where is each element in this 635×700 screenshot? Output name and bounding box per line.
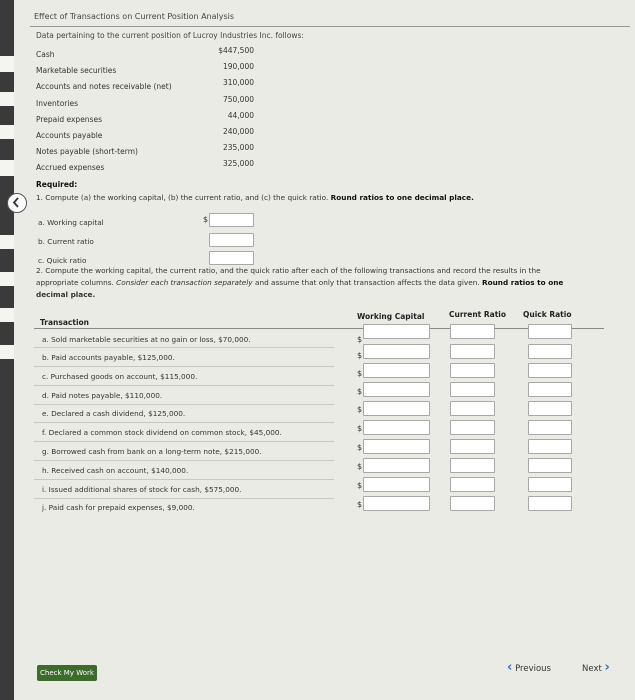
working-capital-input[interactable] bbox=[363, 344, 430, 359]
quick-ratio-input[interactable] bbox=[528, 363, 572, 378]
required-2-suffix: and assume that only that transaction affects the data given. bbox=[254, 278, 480, 287]
dollar-sign: $ bbox=[357, 387, 363, 396]
edge-bar bbox=[0, 56, 14, 72]
quick-ratio-input[interactable] bbox=[209, 251, 254, 265]
dollar-sign: $ bbox=[357, 443, 363, 452]
row-divider bbox=[34, 460, 334, 461]
current-ratio-input[interactable] bbox=[450, 401, 495, 416]
working-capital-input[interactable] bbox=[363, 324, 430, 339]
previous-label: Previous bbox=[515, 664, 551, 674]
dollar-sign: $ bbox=[357, 481, 363, 490]
current-ratio-label: b. Current ratio bbox=[38, 237, 94, 246]
row-divider bbox=[34, 385, 334, 386]
transaction-label: h. Received cash on account, $140,000. bbox=[42, 466, 189, 475]
account-value: $447,500 bbox=[218, 46, 254, 55]
account-label: Accounts and notes receivable (net) bbox=[36, 82, 172, 91]
required-2-italic: Consider each transaction separately bbox=[116, 278, 253, 287]
transaction-label: b. Paid accounts payable, $125,000. bbox=[42, 353, 175, 362]
current-ratio-input[interactable] bbox=[209, 233, 254, 247]
account-label: Accrued expenses bbox=[36, 163, 105, 172]
working-capital-input[interactable] bbox=[363, 458, 430, 473]
next-button[interactable] bbox=[582, 660, 610, 675]
current-ratio-input[interactable] bbox=[450, 477, 495, 492]
edge-bar bbox=[0, 125, 14, 139]
account-value: 750,000 bbox=[222, 95, 254, 104]
dollar-sign: $ bbox=[203, 215, 209, 224]
row-divider bbox=[34, 404, 334, 405]
working-capital-label: a. Working capital bbox=[38, 218, 104, 227]
dollar-sign: $ bbox=[357, 462, 363, 471]
quick-ratio-label: c. Quick ratio bbox=[38, 256, 87, 265]
question-page bbox=[14, 0, 635, 700]
header-quick-ratio: Quick Ratio bbox=[523, 310, 572, 319]
current-ratio-input[interactable] bbox=[450, 324, 495, 339]
required-2-prefix: appropriate columns. bbox=[36, 278, 114, 287]
header-divider bbox=[34, 328, 604, 329]
working-capital-input[interactable] bbox=[363, 439, 430, 454]
back-button[interactable] bbox=[7, 193, 27, 213]
transaction-label: f. Declared a common stock dividend on common stock, $45,000. bbox=[42, 428, 282, 437]
account-value: 190,000 bbox=[222, 62, 254, 71]
row-divider bbox=[34, 498, 334, 499]
check-my-work-button[interactable]: Check My Work bbox=[37, 665, 97, 681]
header-working-capital: Working Capital bbox=[357, 312, 425, 321]
working-capital-input[interactable] bbox=[363, 363, 430, 378]
required-2-line1: 2. Compute the working capital, the current ratio, and the quick ratio after each of the following transactions and record the results in the bbox=[36, 266, 541, 275]
row-divider bbox=[34, 366, 334, 367]
quick-ratio-input[interactable] bbox=[528, 344, 572, 359]
dollar-sign: $ bbox=[357, 369, 363, 378]
intro-text: Data pertaining to the current position of Lucroy Industries Inc. follows: bbox=[36, 31, 304, 40]
current-ratio-input[interactable] bbox=[450, 363, 495, 378]
account-value: 325,000 bbox=[222, 159, 254, 168]
required-2-line2 bbox=[36, 278, 563, 287]
page-title: Effect of Transactions on Current Position Analysis bbox=[34, 12, 235, 21]
current-ratio-input[interactable] bbox=[450, 439, 495, 454]
account-label: Inventories bbox=[36, 99, 78, 108]
title-divider bbox=[30, 26, 630, 27]
account-value: 310,000 bbox=[222, 78, 254, 87]
edge-bar bbox=[0, 92, 14, 106]
quick-ratio-input[interactable] bbox=[528, 382, 572, 397]
required-heading: Required: bbox=[36, 180, 78, 189]
account-label: Marketable securities bbox=[36, 66, 117, 75]
chevron-left-icon: ‹ bbox=[507, 660, 513, 675]
edge-bar bbox=[0, 160, 14, 176]
transaction-label: e. Declared a cash dividend, $125,000. bbox=[42, 409, 186, 418]
row-divider bbox=[34, 347, 334, 348]
required-1-prefix: 1. Compute (a) the working capital, (b) the current ratio, and (c) the quick ratio. bbox=[36, 193, 329, 202]
edge-bar bbox=[0, 235, 14, 249]
account-value: 240,000 bbox=[222, 127, 254, 136]
account-value: 44,000 bbox=[227, 111, 254, 120]
working-capital-input[interactable] bbox=[209, 213, 254, 227]
dollar-sign: $ bbox=[357, 500, 363, 509]
account-label: Accounts payable bbox=[36, 131, 103, 140]
working-capital-input[interactable] bbox=[363, 382, 430, 397]
account-label: Notes payable (short-term) bbox=[36, 147, 138, 156]
transaction-label: g. Borrowed cash from bank on a long-term note, $215,000. bbox=[42, 447, 262, 456]
account-value: 235,000 bbox=[222, 143, 254, 152]
required-2-round: Round ratios to one bbox=[481, 278, 564, 287]
current-ratio-input[interactable] bbox=[450, 420, 495, 435]
current-ratio-input[interactable] bbox=[450, 458, 495, 473]
current-ratio-input[interactable] bbox=[450, 382, 495, 397]
quick-ratio-input[interactable] bbox=[528, 496, 572, 511]
quick-ratio-input[interactable] bbox=[528, 439, 572, 454]
header-current-ratio: Current Ratio bbox=[449, 310, 507, 319]
quick-ratio-input[interactable] bbox=[528, 420, 572, 435]
working-capital-input[interactable] bbox=[363, 401, 430, 416]
dollar-sign: $ bbox=[357, 335, 363, 344]
dollar-sign: $ bbox=[357, 405, 363, 414]
quick-ratio-input[interactable] bbox=[528, 477, 572, 492]
current-ratio-input[interactable] bbox=[450, 496, 495, 511]
account-label: Cash bbox=[36, 50, 55, 59]
transaction-label: i. Issued additional shares of stock for cash, $575,000. bbox=[42, 485, 242, 494]
chevron-right-icon: › bbox=[604, 660, 610, 675]
edge-bar bbox=[0, 308, 14, 322]
working-capital-input[interactable] bbox=[363, 420, 430, 435]
row-divider bbox=[34, 441, 334, 442]
chevron-left-icon bbox=[8, 194, 25, 211]
row-divider bbox=[34, 422, 334, 423]
quick-ratio-input[interactable] bbox=[528, 458, 572, 473]
quick-ratio-input[interactable] bbox=[528, 324, 572, 339]
quick-ratio-input[interactable] bbox=[528, 401, 572, 416]
next-label: Next bbox=[582, 664, 602, 674]
required-2-line3: decimal place. bbox=[36, 290, 96, 299]
transaction-label: j. Paid cash for prepaid expenses, $9,000. bbox=[42, 503, 195, 512]
edge-bar bbox=[0, 345, 14, 359]
required-1-round: Round ratios to one decimal place. bbox=[330, 193, 474, 202]
transaction-label: c. Purchased goods on account, $115,000. bbox=[42, 372, 198, 381]
working-capital-input[interactable] bbox=[363, 496, 430, 511]
transaction-label: a. Sold marketable securities at no gain or loss, $70,000. bbox=[42, 335, 251, 344]
account-label: Prepaid expenses bbox=[36, 115, 102, 124]
working-capital-input[interactable] bbox=[363, 477, 430, 492]
current-ratio-input[interactable] bbox=[450, 344, 495, 359]
header-transaction: Transaction bbox=[40, 318, 90, 327]
transaction-label: d. Paid notes payable, $110,000. bbox=[42, 391, 163, 400]
previous-button[interactable] bbox=[507, 660, 551, 675]
row-divider bbox=[34, 479, 334, 480]
dollar-sign: $ bbox=[357, 424, 363, 433]
edge-bar bbox=[0, 272, 14, 286]
dollar-sign: $ bbox=[357, 351, 363, 360]
required-1-text bbox=[36, 193, 474, 202]
